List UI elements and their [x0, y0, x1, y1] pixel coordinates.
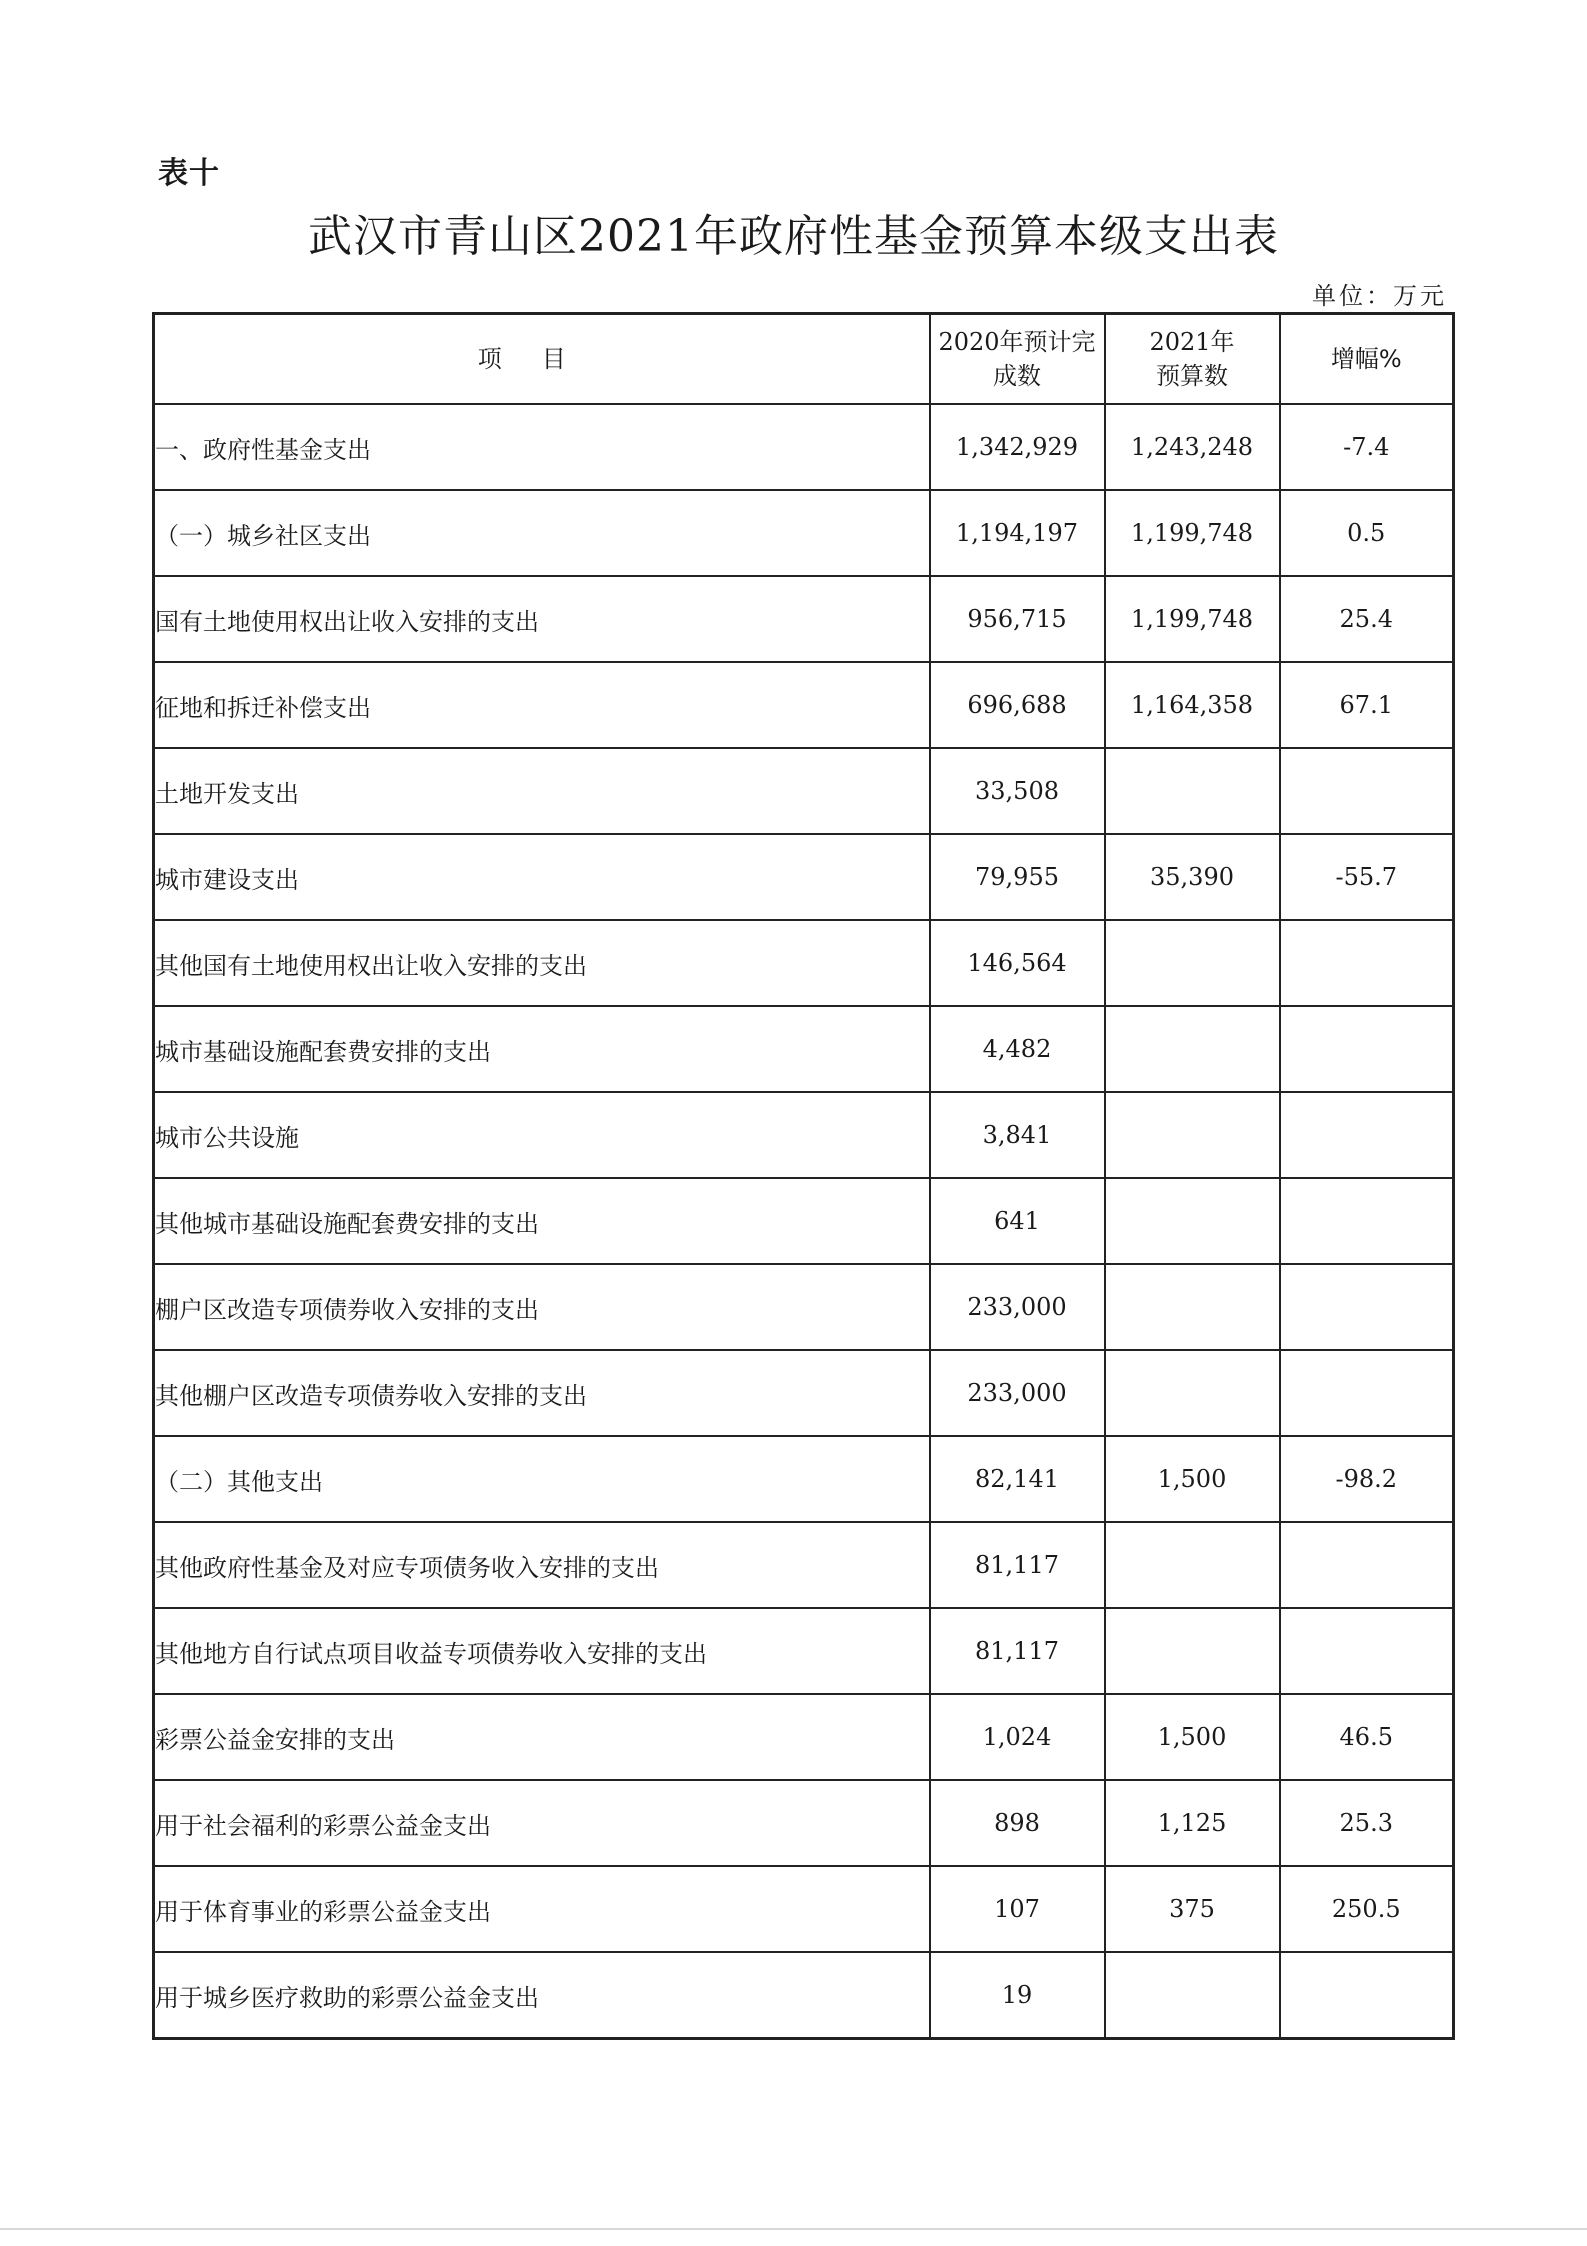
table-row [154, 920, 1454, 1006]
header-item: 项目 [154, 314, 930, 405]
row-2021-value: 1,500 [1105, 1436, 1280, 1522]
row-2020-value: 696,688 [930, 662, 1105, 748]
table-row [154, 1866, 1454, 1952]
row-growth-value: -98.2 [1280, 1436, 1454, 1522]
row-2020-value: 1,342,929 [930, 404, 1105, 490]
row-2021-value [1105, 1952, 1280, 2039]
row-2021-value [1105, 1092, 1280, 1178]
table-row [154, 1694, 1454, 1780]
row-2021-value [1105, 920, 1280, 1006]
row-item-name: 土地开发支出 [154, 748, 930, 834]
header-2020-line2: 成数 [993, 362, 1041, 390]
table-row [154, 1522, 1454, 1608]
header-2020-estimate [930, 314, 1105, 405]
row-2020-value: 898 [930, 1780, 1105, 1866]
row-item-name: 彩票公益金安排的支出 [154, 1694, 930, 1780]
table-row [154, 1178, 1454, 1264]
row-item-name: 棚户区改造专项债券收入安排的支出 [154, 1264, 930, 1350]
table-row [154, 1350, 1454, 1436]
row-2020-value: 33,508 [930, 748, 1105, 834]
row-item-name: 征地和拆迁补偿支出 [154, 662, 930, 748]
row-item-name: 其他政府性基金及对应专项债务收入安排的支出 [154, 1522, 930, 1608]
row-growth-value [1280, 1006, 1454, 1092]
row-growth-value [1280, 1092, 1454, 1178]
row-growth-value [1280, 1608, 1454, 1694]
row-growth-value [1280, 1350, 1454, 1436]
row-growth-value: 67.1 [1280, 662, 1454, 748]
header-2021-line2: 预算数 [1156, 362, 1228, 390]
row-2021-value [1105, 1522, 1280, 1608]
row-2021-value: 1,500 [1105, 1694, 1280, 1780]
table-label: 表十 [158, 156, 220, 191]
row-item-name: 其他城市基础设施配套费安排的支出 [154, 1178, 930, 1264]
row-growth-value [1280, 748, 1454, 834]
table-row [154, 1006, 1454, 1092]
row-2021-value [1105, 1264, 1280, 1350]
row-2021-value [1105, 1350, 1280, 1436]
row-2020-value: 81,117 [930, 1608, 1105, 1694]
table-row [154, 1952, 1454, 2039]
row-2021-value: 1,199,748 [1105, 490, 1280, 576]
table-row [154, 490, 1454, 576]
row-2021-value [1105, 1608, 1280, 1694]
row-2020-value: 79,955 [930, 834, 1105, 920]
header-2021-budget [1105, 314, 1280, 405]
row-item-name: 用于社会福利的彩票公益金支出 [154, 1780, 930, 1866]
row-2021-value: 1,164,358 [1105, 662, 1280, 748]
row-growth-value: -7.4 [1280, 404, 1454, 490]
row-2021-value [1105, 748, 1280, 834]
table-row [154, 662, 1454, 748]
row-2020-value: 19 [930, 1952, 1105, 2039]
scan-edge [0, 2228, 1587, 2230]
row-item-name: 其他国有土地使用权出让收入安排的支出 [154, 920, 930, 1006]
row-2021-value: 35,390 [1105, 834, 1280, 920]
row-growth-value: 46.5 [1280, 1694, 1454, 1780]
row-growth-value [1280, 1952, 1454, 2039]
page-title: 武汉市青山区2021年政府性基金预算本级支出表 [308, 211, 1279, 262]
table-row [154, 1608, 1454, 1694]
table-row [154, 404, 1454, 490]
row-item-name: （二）其他支出 [154, 1436, 930, 1522]
row-growth-value: 250.5 [1280, 1866, 1454, 1952]
row-growth-value [1280, 1178, 1454, 1264]
row-2020-value: 4,482 [930, 1006, 1105, 1092]
row-item-name: 用于体育事业的彩票公益金支出 [154, 1866, 930, 1952]
header-2020-line1: 2020年预计完 [938, 328, 1096, 356]
row-item-name: 其他棚户区改造专项债券收入安排的支出 [154, 1350, 930, 1436]
row-2020-value: 1,194,197 [930, 490, 1105, 576]
row-2020-value: 641 [930, 1178, 1105, 1264]
row-2021-value: 375 [1105, 1866, 1280, 1952]
table-row [154, 834, 1454, 920]
row-2020-value: 81,117 [930, 1522, 1105, 1608]
row-2020-value: 146,564 [930, 920, 1105, 1006]
row-growth-value: 25.4 [1280, 576, 1454, 662]
table-row [154, 1436, 1454, 1522]
row-2021-value: 1,199,748 [1105, 576, 1280, 662]
row-growth-value [1280, 920, 1454, 1006]
row-growth-value: 0.5 [1280, 490, 1454, 576]
header-growth: 增幅% [1280, 314, 1454, 405]
table-row [154, 1264, 1454, 1350]
row-2020-value: 82,141 [930, 1436, 1105, 1522]
row-2020-value: 233,000 [930, 1264, 1105, 1350]
row-item-name: 用于城乡医疗救助的彩票公益金支出 [154, 1952, 930, 2039]
row-2020-value: 233,000 [930, 1350, 1105, 1436]
table-row [154, 748, 1454, 834]
row-growth-value: 25.3 [1280, 1780, 1454, 1866]
table-row [154, 1780, 1454, 1866]
row-item-name: 一、政府性基金支出 [154, 404, 930, 490]
row-growth-value [1280, 1522, 1454, 1608]
row-2020-value: 1,024 [930, 1694, 1105, 1780]
row-growth-value: -55.7 [1280, 834, 1454, 920]
row-item-name: 城市建设支出 [154, 834, 930, 920]
table-row [154, 576, 1454, 662]
header-2021-line1: 2021年 [1149, 328, 1235, 356]
row-item-name: 城市基础设施配套费安排的支出 [154, 1006, 930, 1092]
row-item-name: 其他地方自行试点项目收益专项债券收入安排的支出 [154, 1608, 930, 1694]
row-2021-value [1105, 1178, 1280, 1264]
row-2021-value: 1,125 [1105, 1780, 1280, 1866]
row-2020-value: 107 [930, 1866, 1105, 1952]
row-2021-value: 1,243,248 [1105, 404, 1280, 490]
header-row [154, 314, 1454, 405]
row-2021-value [1105, 1006, 1280, 1092]
table-body [154, 404, 1454, 2039]
row-item-name: （一）城乡社区支出 [154, 490, 930, 576]
budget-table [152, 312, 1455, 2040]
row-item-name: 国有土地使用权出让收入安排的支出 [154, 576, 930, 662]
row-item-name: 城市公共设施 [154, 1092, 930, 1178]
unit-label: 单位：万元 [1312, 282, 1447, 310]
table-row [154, 1092, 1454, 1178]
row-growth-value [1280, 1264, 1454, 1350]
row-2020-value: 956,715 [930, 576, 1105, 662]
row-2020-value: 3,841 [930, 1092, 1105, 1178]
